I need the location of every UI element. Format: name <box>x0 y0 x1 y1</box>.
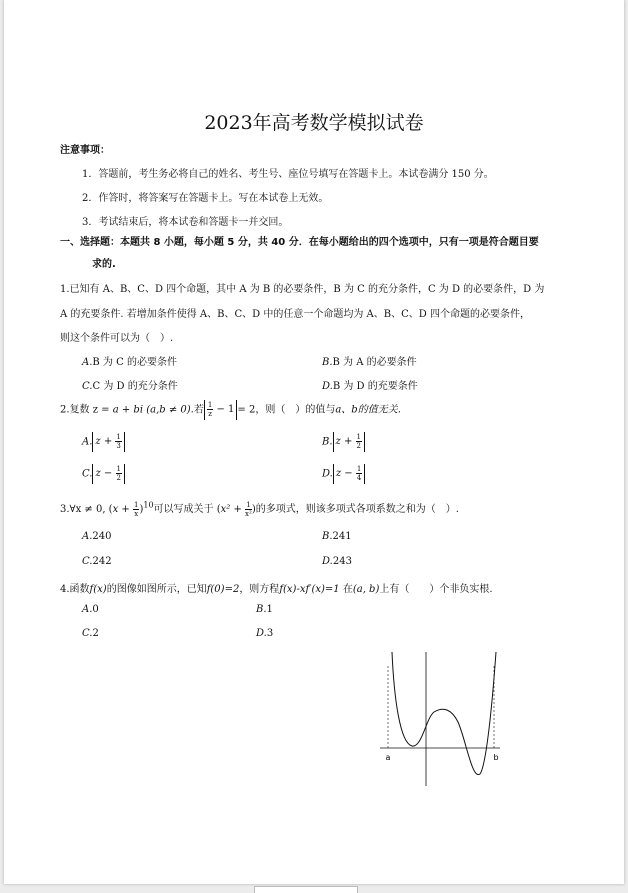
q4-option-c: C.2 <box>82 628 99 639</box>
q4-option-a: A.0 <box>82 604 99 615</box>
q2-abs-expr: $\frac{1}{z}$ − 1 <box>204 400 238 420</box>
q2-text: 2.复数 z = a + bi (a,b ≠ 0).若 $\frac{1}{z}$ − 1 = 2，则（ ）的值与a、b的值无关. <box>60 401 401 418</box>
q4-option-d: D.3 <box>256 628 274 639</box>
q1-text-line1: 1.已知有 A、B、C、D 四个命题，其中 A 为 B 的必要条件，B 为 C 的充分条件，C 为 D 的必要条件，D 为 <box>60 284 545 295</box>
notice-item-1: 1．答题前，考生务必将自己的姓名、考生号、座位号填写在答题卡上。本试卷满分 150 分。 <box>82 169 494 180</box>
exam-page <box>4 0 624 884</box>
q4-function-graph <box>374 648 504 790</box>
q3-option-b: B.241 <box>322 531 352 542</box>
q2-option-a: A. z + $\frac{1}{3}$ <box>82 432 125 452</box>
q1-option-c: C.C 为 D 的充分条件 <box>82 381 178 392</box>
function-curve <box>392 652 499 775</box>
q1-text-line3: 则这个条件可以为（ ）. <box>60 333 174 344</box>
label-a: a <box>385 753 391 762</box>
notice-item-3: 3．考试结束后，将本试卷和答题卡一并交回。 <box>82 217 289 228</box>
q2-option-d: D. z − $\frac{1}{4}$ <box>322 464 365 484</box>
q4-text: 4.函数f(x)的图像如图所示，已知f(0)=2，则方程f(x)-xf′(x)=1 在(a, b)上有（ ）个非负实根. <box>60 584 493 595</box>
q3-option-c: C.242 <box>82 556 112 567</box>
section-heading-cont: 求的. <box>92 259 116 270</box>
q4-option-b: B.1 <box>256 604 273 615</box>
q1-option-d: D.B 为 D 的充要条件 <box>322 381 418 392</box>
page-title: 2023年高考数学模拟试卷 <box>204 112 424 134</box>
q2-option-b: B. z + $\frac{1}{2}$ <box>322 432 365 452</box>
notice-heading: 注意事项： <box>60 145 110 156</box>
label-b: b <box>493 753 499 762</box>
q1-option-a: A.B 为 C 的必要条件 <box>82 357 177 368</box>
q3-option-d: D.243 <box>322 556 352 567</box>
q3-option-a: A.240 <box>82 531 112 542</box>
q1-text-line2: A 的充要条件. 若增加条件使得 A、B、C、D 中的任意一个命题均为 A、B、C、D 四个命题的必要条件， <box>60 309 530 320</box>
notice-item-2: 2．作答时，将答案写在答题卡上。写在本试卷上无效。 <box>82 193 329 204</box>
q1-option-b: B.B 为 A 的必要条件 <box>322 357 417 368</box>
q2-option-c: C. z − $\frac{1}{2}$ <box>82 464 125 484</box>
q3-text: 3.∀x ≠ 0, (x + $\frac{1}{x}$ )$^{10}$可以写成关于 (x² + $\frac{1}{\text{x²}}$ )的多项式，则该多项式各项系数之和为（ ）. <box>60 500 459 518</box>
section-heading: 一、选择题：本题共 8 小题，每小题 5 分，共 40 分．在每小题给出的四个选项中，只有一项是符合题目要 <box>60 237 539 248</box>
